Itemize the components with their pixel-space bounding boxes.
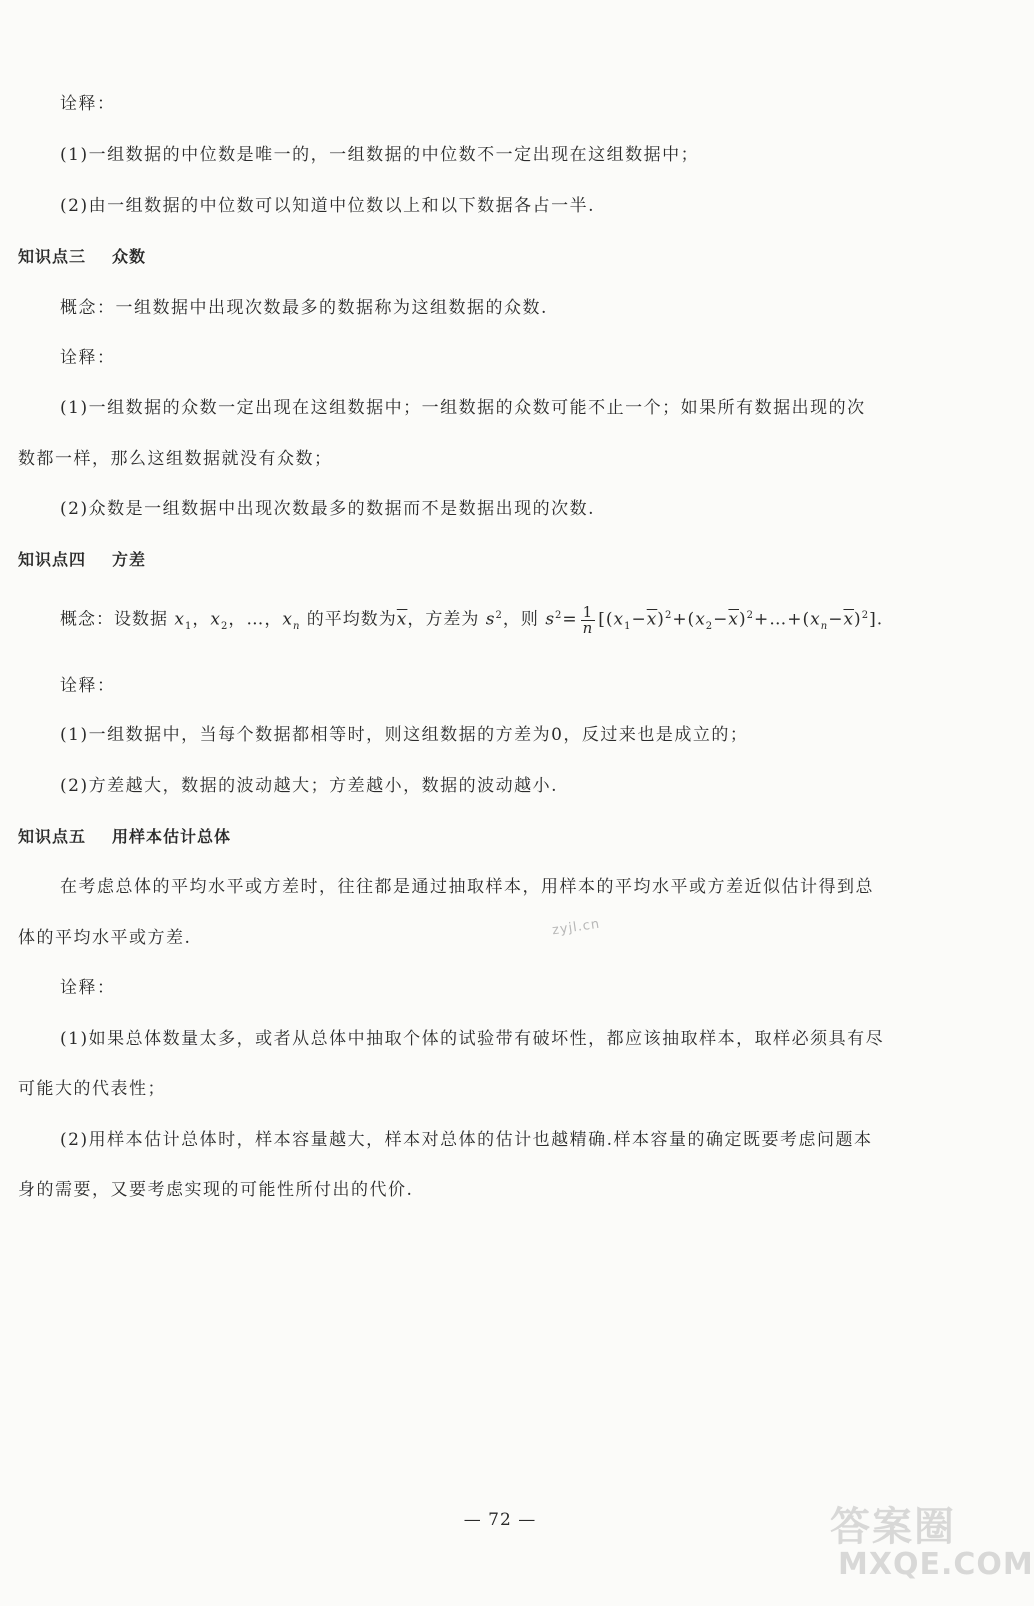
paragraph: (1)一组数据的众数一定出现在这组数据中；一组数据的众数可能不止一个；如果所有数据出现的次 <box>60 398 866 418</box>
formula-lead: 概念：设数据 <box>60 609 168 630</box>
fraction: $\frac{1}{n}$ <box>582 602 594 637</box>
paragraph: 在考虑总体的平均水平或方差时，往往都是通过抽取样本，用样本的平均水平或方差近似估计得到总 <box>60 877 874 897</box>
paragraph: (2)由一组数据的中位数可以知道中位数以上和以下数据各占一半. <box>60 196 595 216</box>
section-heading <box>18 548 146 572</box>
heading-title: 众数 <box>112 247 147 266</box>
section-heading <box>18 825 231 849</box>
note-label: 诠释： <box>60 94 116 114</box>
heading-title: 方差 <box>112 550 147 569</box>
paragraph: 数都一样，那么这组数据就没有众数； <box>18 449 333 469</box>
page-number: — 72 — <box>463 1510 537 1530</box>
paragraph: (2)用样本估计总体时，样本容量越大，样本对总体的估计也越精确.样本容量的确定既要考虑问题本 <box>60 1130 873 1150</box>
watermark-text: zyjl.cn <box>551 916 602 939</box>
heading-number: 知识点五 <box>18 827 87 846</box>
paragraph: (2)众数是一组数据中出现次数最多的数据而不是数据出现的次数. <box>60 499 595 519</box>
watermark-logo-bottom: MXQE.COM <box>838 1547 1034 1582</box>
paragraph: (2)方差越大，数据的波动越大；方差越小，数据的波动越小. <box>60 776 558 796</box>
formula-text: ，则 <box>502 609 539 630</box>
watermark-logo <box>830 1495 1034 1595</box>
paragraph: (1)一组数据的中位数是唯一的，一组数据的中位数不一定出现在这组数据中； <box>60 145 700 165</box>
heading-title: 用样本估计总体 <box>112 827 232 846</box>
paragraph: (1)如果总体数量太多，或者从总体中抽取个体的试验带有破坏性，都应该抽取样本，取样必须具有尽 <box>60 1029 885 1049</box>
paragraph: 可能大的代表性； <box>18 1079 166 1099</box>
note-label: 诠释： <box>60 676 116 696</box>
formula-text: 的平均数为 <box>306 609 397 630</box>
paragraph: 体的平均水平或方差. <box>18 928 192 948</box>
section-heading <box>18 245 146 269</box>
heading-number: 知识点三 <box>18 247 87 266</box>
paragraph: 身的需要，又要考虑实现的可能性所付出的代价. <box>18 1180 414 1200</box>
formula-text: ，方差为 <box>407 609 480 630</box>
variance-formula: 概念：设数据 $x_1$，$x_2$，…，$x_n$ 的平均数为$\overline{x}$，方差为 $s^2$，则 $s^2=$ $\frac{1}{n}$ $[(x_1-\overline{x})^2+(x_2-\overline{x})^2+\dots+(x_n-\overline{x})^2]$. <box>60 602 884 637</box>
paragraph: 概念：一组数据中出现次数最多的数据称为这组数据的众数. <box>60 298 548 318</box>
note-label: 诠释： <box>60 348 116 368</box>
paragraph: (1)一组数据中，当每个数据都相等时，则这组数据的方差为0，反过来也是成立的； <box>60 725 749 745</box>
note-label: 诠释： <box>60 978 116 998</box>
heading-number: 知识点四 <box>18 550 87 569</box>
watermark-logo-top: 答案圈 <box>830 1504 956 1550</box>
